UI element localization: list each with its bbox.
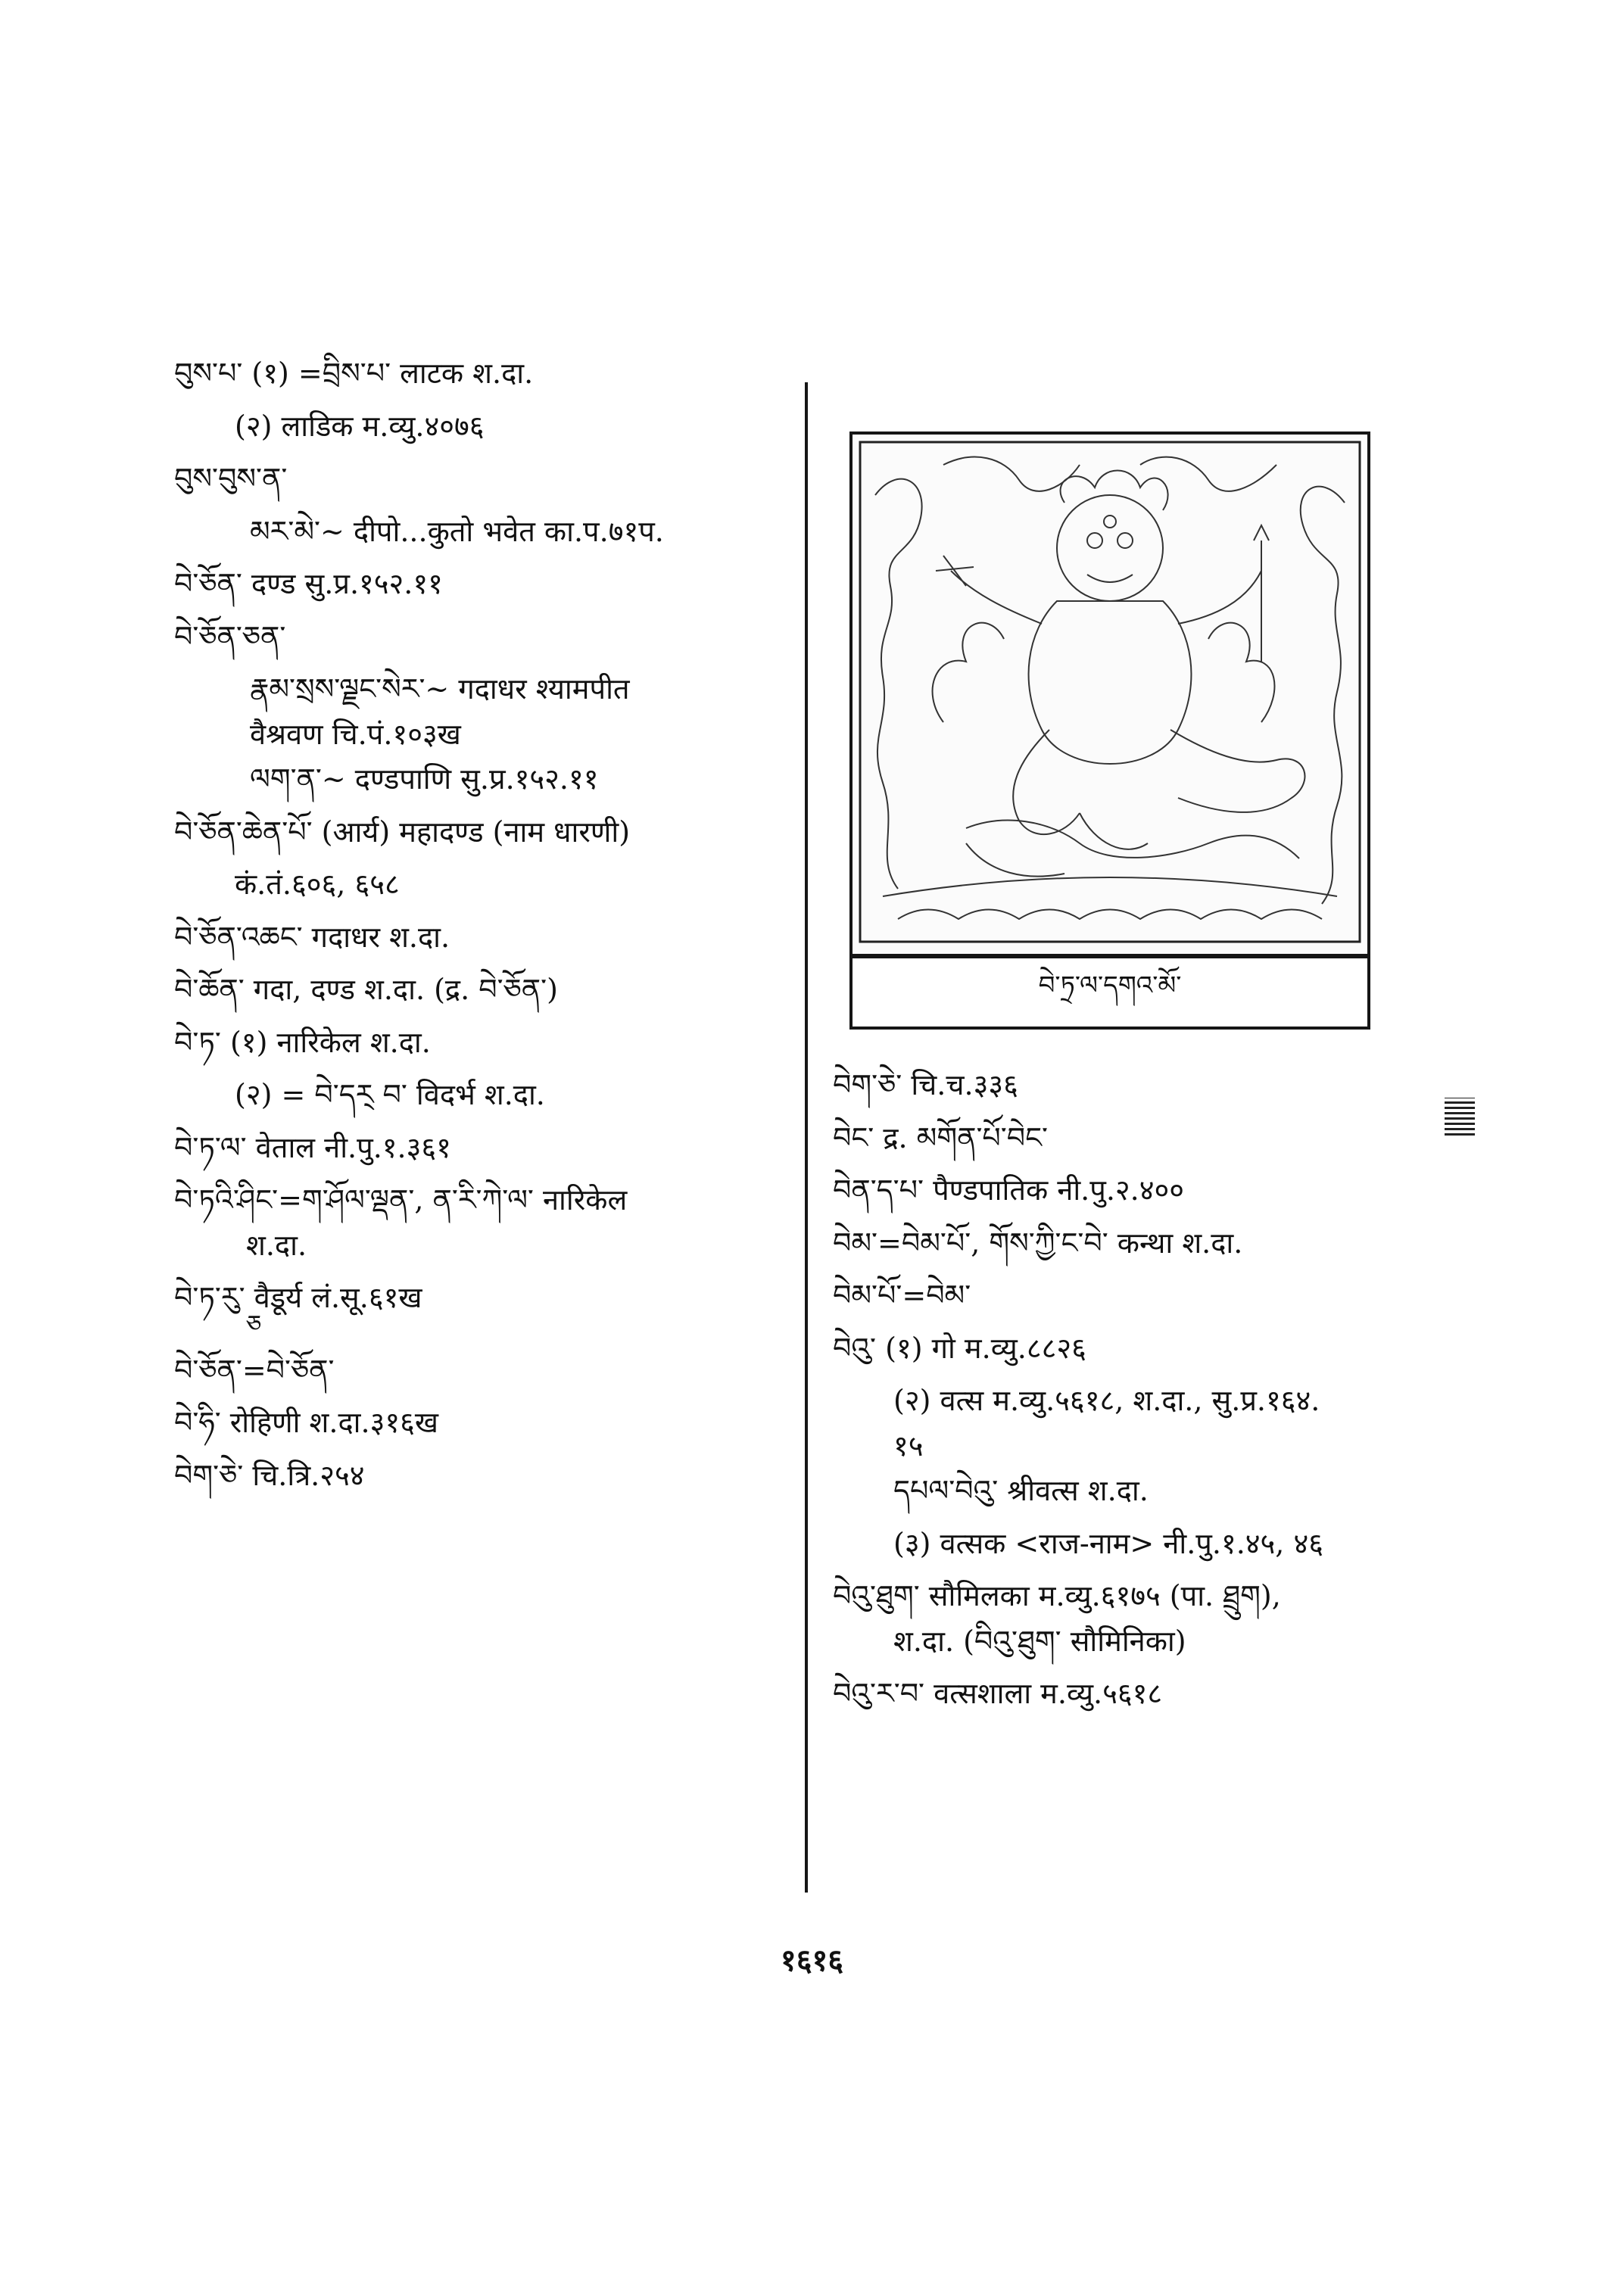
- entry: कं.तं.६०६, ६५८: [235, 868, 400, 901]
- entry: བེ་ཏའི་ཤིང་=ག་ཤོལ་ལྡན་, ན་རི་ཀེ་ལ་ नारिकेल: [174, 1183, 628, 1217]
- entry: བེའུ་ (१) गो म.व्यु.८८२६: [833, 1331, 1086, 1365]
- entry: वैश्रवण चि.पं.१०३ख: [250, 717, 461, 751]
- entry: དཔལ་བེའུ་ श्रीवत्स श.दा.: [893, 1474, 1149, 1507]
- entry: བེང་ द्र. མགོན་པོ་བེང་: [833, 1120, 1049, 1154]
- entry: བེག་ཅེ་ चि.च.३३६: [833, 1068, 1018, 1101]
- entry: བེ་ཅོན་ दण्ड सु.प्र.१५२.११: [174, 567, 443, 600]
- illustration-caption: བེ་ཏྲ་ལ་དགའ་མོ་: [849, 954, 1370, 1030]
- page-number: १६१६: [780, 1943, 844, 1978]
- entry: བེ་ཅོན་ཆེན་པོ་ (आर्य) महादण्ड (नाम धारणी): [174, 815, 631, 849]
- right-column: [833, 1067, 1454, 1712]
- entry: (२) वत्स म.व्यु.५६१८, श.दा., सु.प्र.१६४.: [893, 1384, 1320, 1417]
- entry: བེ་ཅོན་ཅན་: [174, 619, 286, 653]
- entry: བེའུ་ར་བ་ वत्सशाला म.व्यु.५६१८: [833, 1677, 1163, 1710]
- entry: བེ་ཏ་རུ་ वैडूर्य लं.सू.६१ख: [174, 1281, 422, 1314]
- entry: (३) वत्सक <राज-नाम> नी.पु.१.४५, ४६: [893, 1526, 1323, 1560]
- entry: བེན་ད་པ་ पैण्डपातिक नी.पु.२.४००: [833, 1173, 1185, 1207]
- entry: མར་མེ་~ दीपो...कुतो भवेत का.प.७१प.: [250, 514, 664, 548]
- entry: བེམ་=བེམ་པོ་, གོས་ཀྱི་ང་བེ་ कन्था श.दा.: [833, 1226, 1243, 1260]
- entry: བེ་ཅོན་=བེ་ཅོན་: [174, 1353, 335, 1387]
- deity-illustration-drawing: [853, 435, 1367, 1025]
- entry: བེག་ཅེ་ चि.त्रि.२५४: [174, 1458, 365, 1492]
- column-divider: [805, 382, 808, 1893]
- entry: (२) = བེ་དར྄ བ་ विदर्भ श.दा.: [235, 1078, 545, 1111]
- entry: བུས་བུས་ན་: [174, 462, 288, 495]
- entry: བེའུ་ཐུག་ सौमिलका म.व्यु.६१७५ (पा. ཐྲུག),: [833, 1579, 1281, 1612]
- deity-illustration: [849, 431, 1370, 1028]
- entry: བེ་ཆོན་ गदा, दण्ड श.दा. (द्र. བེ་ཅོན་): [174, 973, 558, 1006]
- left-column: [174, 356, 795, 1494]
- entry: श.दा. (བིའུ་ཐུག་ सौमिनिका): [893, 1624, 1186, 1658]
- entry: རྣམ་སྲས་ལྗང་སེར་~ गदाधर श्यामपीत: [250, 672, 630, 706]
- entry: १५: [893, 1428, 924, 1463]
- entry: བེམ་པོ་=བེམ་: [833, 1279, 971, 1312]
- entry: བེ་ཏ་ (१) नारिकेल श.दा.: [174, 1025, 431, 1059]
- entry: ལག་ན་~ दण्डपाणि सु.प्र.१५२.११: [250, 762, 599, 796]
- entry: श.दा.: [246, 1228, 307, 1262]
- entry: བུས་པ་ (१) =བྲིས་པ་ लाटक श.दा.: [174, 357, 534, 390]
- entry: ཅ: [246, 1309, 262, 1338]
- entry: བེ་ཧི་ रोहिणी श.दा.३१६ख: [174, 1406, 438, 1439]
- entry: བེ་ཏ་ལ་ वेताल नी.पु.१.३६१: [174, 1130, 451, 1164]
- entry: (२) लाडिक म.व्यु.४०७६: [235, 409, 485, 443]
- entry: བེ་ཅོན་འཆང་ गदाधर श.दा.: [174, 920, 450, 954]
